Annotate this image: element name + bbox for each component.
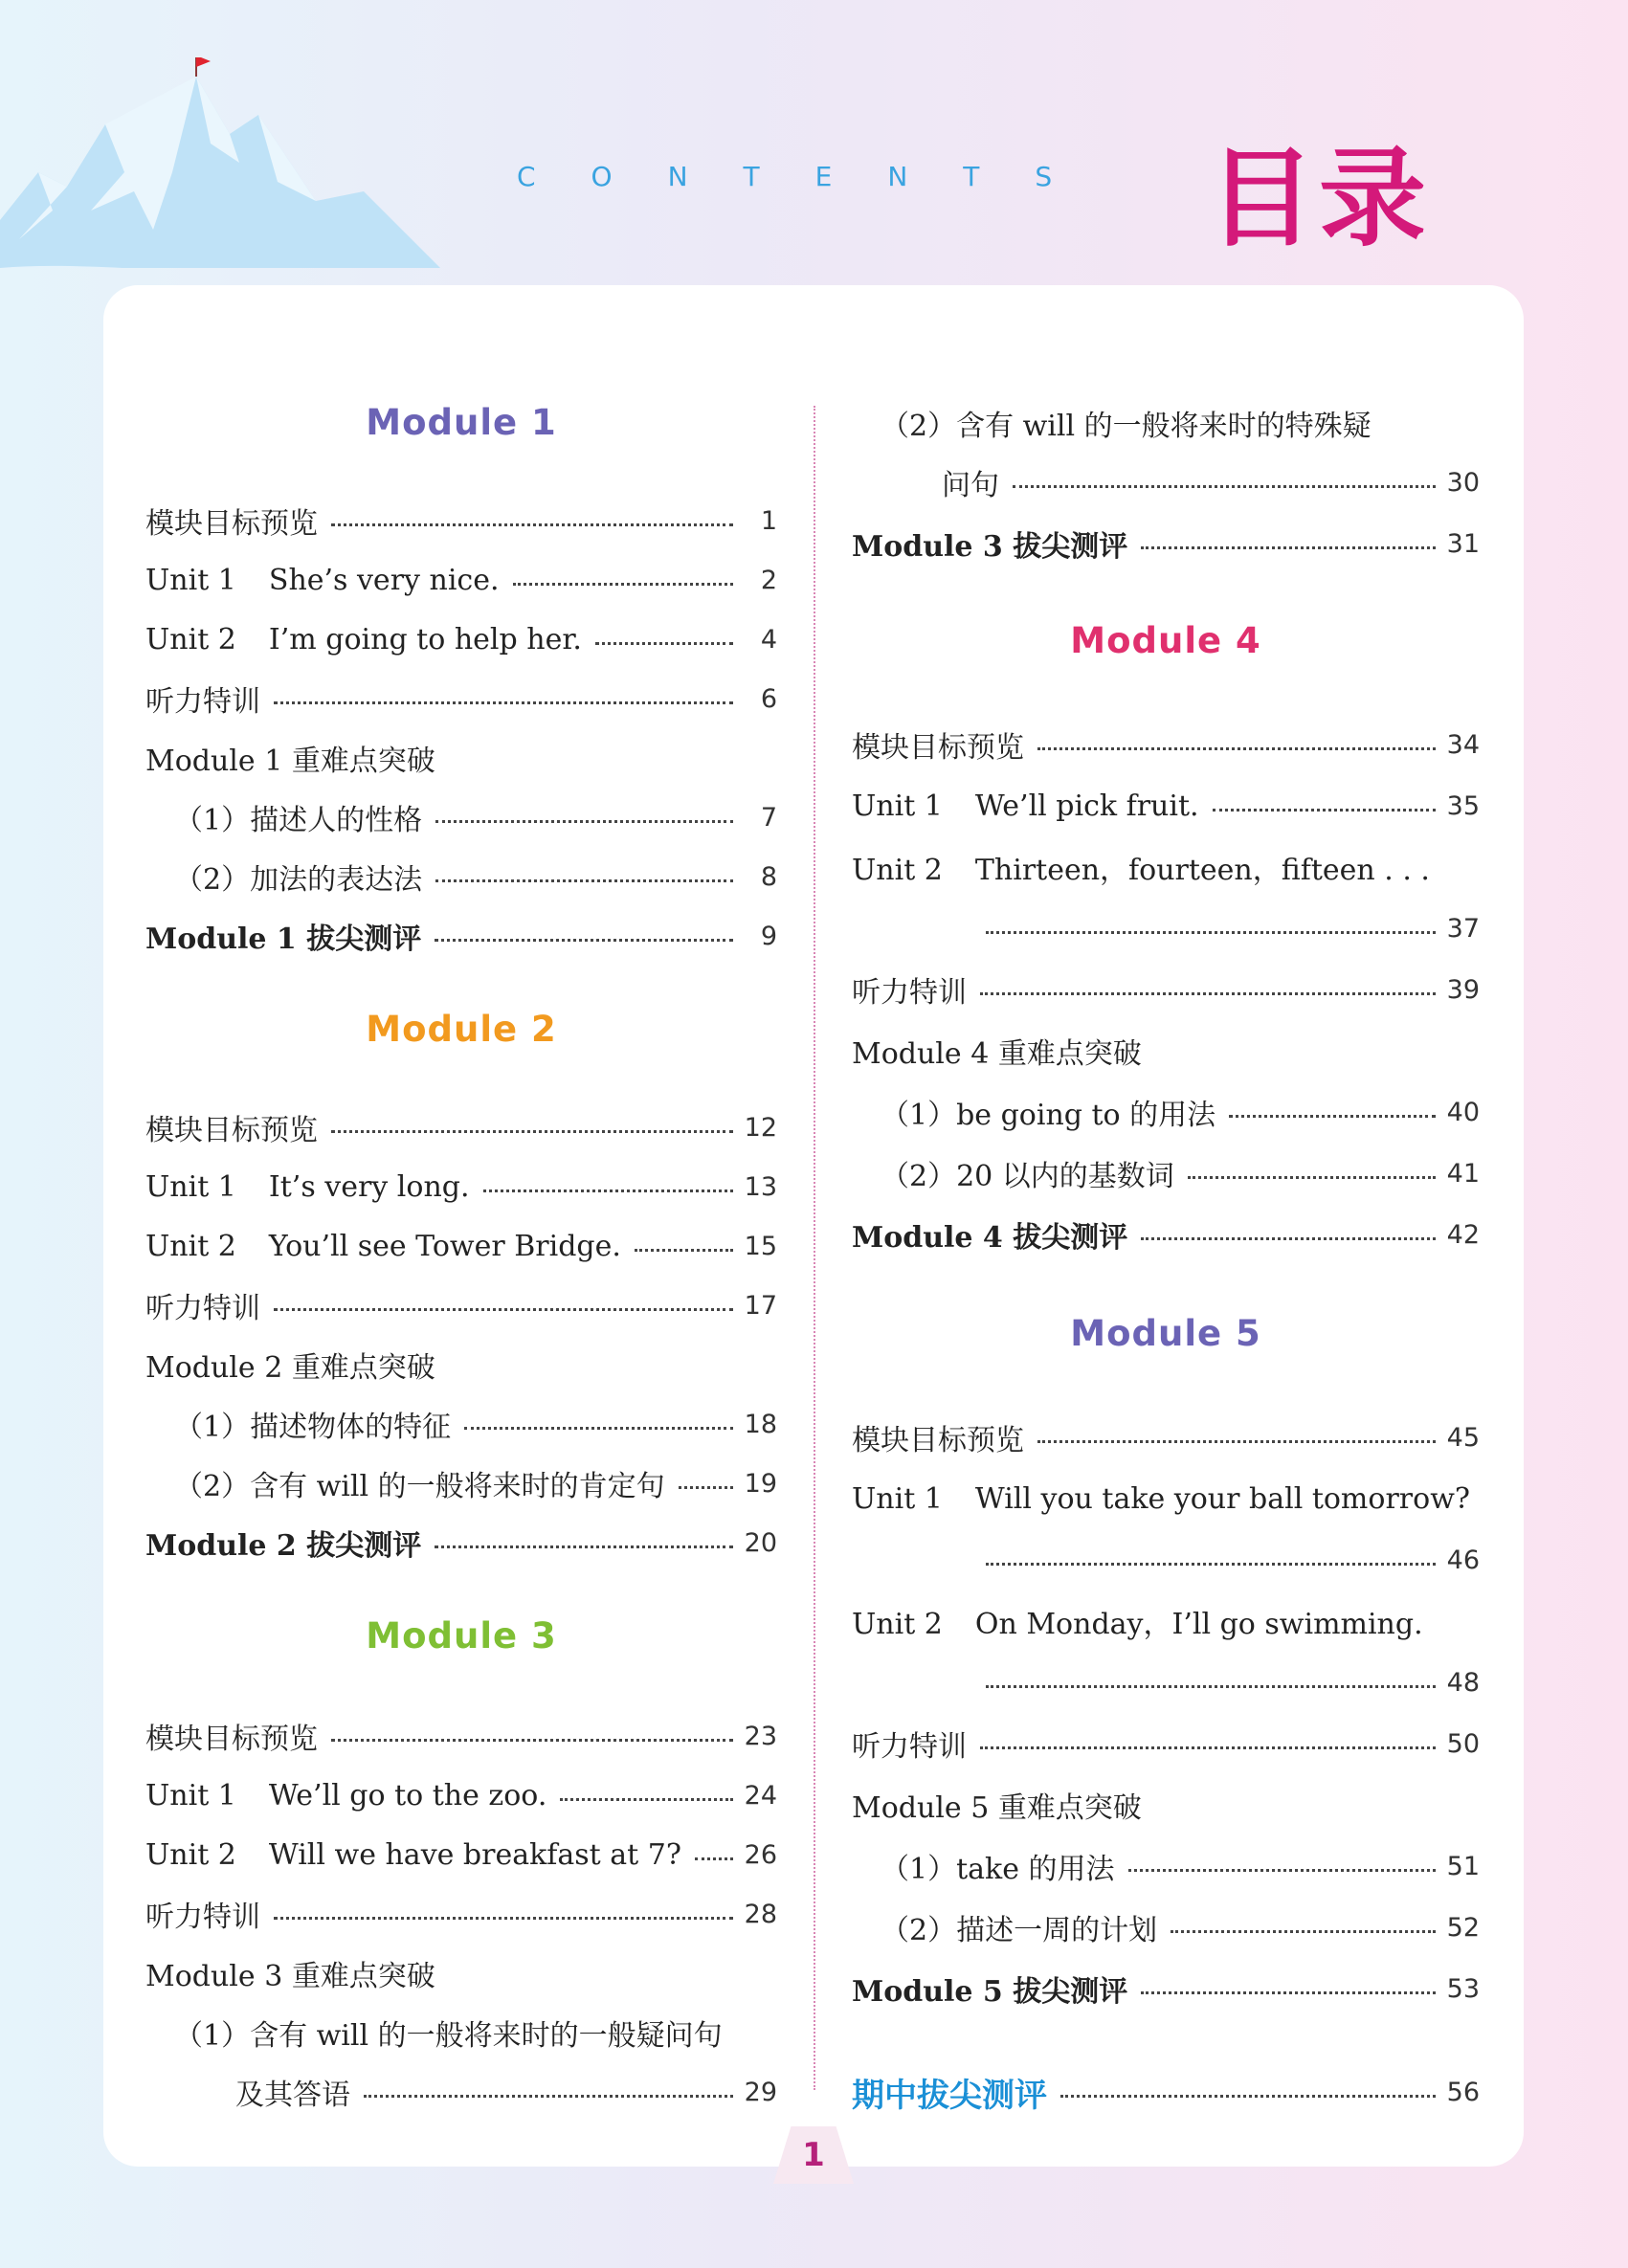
- toc-entry[interactable]: [145, 917, 777, 955]
- module-2-heading[interactable]: Module 2: [366, 1009, 557, 1050]
- toc-page: 6: [760, 683, 777, 714]
- toc-label: 听力特训: [145, 1901, 260, 1934]
- toc-section[interactable]: [852, 1032, 1480, 1070]
- toc-entry[interactable]: [852, 725, 1480, 764]
- toc-entry[interactable]: [881, 1093, 1480, 1131]
- module-1-heading[interactable]: Module 1: [366, 402, 557, 443]
- toc-label: [852, 1600, 1423, 1642]
- toc-page: 9: [760, 921, 777, 951]
- toc-entry[interactable]: [881, 1847, 1480, 1885]
- toc-entry[interactable]: [852, 1724, 1480, 1763]
- toc-label: 听力特训: [852, 1730, 967, 1764]
- dot-leader: [435, 939, 733, 942]
- unit-title: You’ll see Tower Bridge.: [268, 1229, 621, 1263]
- toc-page: 13: [744, 1171, 777, 1202]
- toc-label: [852, 1482, 1470, 1516]
- dot-leader: [274, 701, 733, 704]
- unit-label: Unit 1: [145, 1778, 236, 1812]
- toc-entry[interactable]: [174, 2013, 777, 2052]
- unit-title: We’ll go to the zoo.: [268, 1778, 547, 1812]
- toc-label: Module 2 拔尖测评: [145, 1529, 422, 1563]
- toc-page: 48: [1446, 1667, 1480, 1698]
- toc-label: Module 4 拔尖测评: [852, 1221, 1128, 1255]
- toc-label: [145, 1838, 681, 1872]
- page-title: 目录: [1208, 137, 1430, 261]
- toc-label: 听力特训: [852, 976, 967, 1010]
- unit-title: She’s very nice.: [268, 563, 500, 597]
- toc-entry[interactable]: [986, 1541, 1480, 1579]
- mountain-illustration: [0, 57, 440, 268]
- toc-page: 19: [744, 1468, 777, 1499]
- toc-page: 56: [1446, 2077, 1480, 2107]
- toc-page: 51: [1446, 1851, 1480, 1881]
- dot-leader: [1229, 1115, 1435, 1118]
- toc-page: 39: [1446, 974, 1480, 1005]
- toc-entry[interactable]: [881, 1908, 1480, 1946]
- toc-label: [145, 1170, 470, 1204]
- toc-page: 52: [1446, 1912, 1480, 1943]
- dot-leader: [679, 1486, 733, 1489]
- toc-page: 7: [760, 802, 777, 833]
- toc-page: 50: [1446, 1728, 1480, 1759]
- toc-page: 4: [760, 624, 777, 655]
- unit-label: Unit 2: [145, 1229, 236, 1263]
- unit-label: Unit 1: [852, 1481, 943, 1516]
- toc-entry[interactable]: [145, 1717, 777, 1755]
- dot-leader: [980, 1746, 1436, 1749]
- toc-page: 41: [1446, 1158, 1480, 1189]
- toc-page: 46: [1446, 1545, 1480, 1575]
- toc-label: [145, 1230, 621, 1263]
- toc-label: （2）含有 will 的一般将来时的肯定句: [174, 1470, 665, 1503]
- unit-title: It’s very long.: [268, 1169, 470, 1204]
- toc-entry[interactable]: [145, 1895, 777, 1933]
- unit-title: We’ll pick fruit.: [974, 789, 1199, 823]
- dot-leader: [274, 1917, 733, 1920]
- dot-leader: [464, 1427, 733, 1430]
- unit-title: On Monday，I’ll go swimming.: [974, 1608, 1423, 1641]
- toc-label: 模块目标预览: [145, 1723, 318, 1756]
- toc-entry[interactable]: [145, 501, 777, 540]
- module-4-heading[interactable]: Module 4: [1070, 620, 1261, 661]
- unit-title: I’m going to help her.: [268, 622, 582, 656]
- toc-entry[interactable]: [852, 848, 1480, 886]
- toc-page: 20: [744, 1527, 777, 1558]
- toc-label: 模块目标预览: [145, 507, 318, 541]
- toc-page: 42: [1446, 1219, 1480, 1250]
- column-divider: [814, 406, 815, 2090]
- dot-leader: [1171, 1930, 1436, 1933]
- toc-entry[interactable]: [986, 1663, 1480, 1701]
- toc-entry[interactable]: [174, 1464, 777, 1502]
- toc-entry[interactable]: [852, 970, 1480, 1009]
- toc-label: Module 2 重难点突破: [145, 1351, 435, 1385]
- toc-page: 17: [744, 1290, 777, 1321]
- toc-label: （1）take 的用法: [881, 1853, 1115, 1886]
- dot-leader: [1141, 546, 1435, 549]
- toc-section[interactable]: [145, 1345, 777, 1384]
- toc-label: Module 5 拔尖测评: [852, 1975, 1128, 2009]
- toc-label: 听力特训: [145, 1292, 260, 1325]
- toc-label: [145, 564, 500, 597]
- toc-page: 30: [1446, 467, 1480, 498]
- contents-heading: CONTENTS: [517, 161, 1108, 192]
- toc-entry[interactable]: [145, 1227, 777, 1265]
- toc-entry[interactable]: [145, 1835, 777, 1874]
- dot-leader: [986, 931, 1436, 934]
- toc-entry[interactable]: [145, 1523, 777, 1562]
- toc-page: 37: [1446, 913, 1480, 944]
- dot-leader: [1037, 747, 1436, 750]
- toc-entry[interactable]: [852, 1215, 1480, 1254]
- toc-page: 31: [1446, 528, 1480, 559]
- midterm-label: 期中拔尖测评: [852, 2076, 1047, 2115]
- toc-label: Module 1 拔尖测评: [145, 923, 422, 956]
- toc-entry[interactable]: [145, 1108, 777, 1146]
- toc-page: 34: [1446, 729, 1480, 760]
- toc-label: [145, 623, 582, 656]
- toc-label: 问句: [942, 469, 999, 502]
- toc-page: 29: [744, 2077, 777, 2107]
- module-3-heading[interactable]: Module 3: [366, 1615, 557, 1657]
- toc-section[interactable]: [852, 1786, 1480, 1824]
- dot-leader: [483, 1190, 733, 1192]
- toc-label: [852, 846, 1430, 888]
- toc-entry[interactable]: [852, 1602, 1480, 1640]
- toc-label: [852, 789, 1199, 823]
- toc-page: 24: [744, 1780, 777, 1811]
- dot-leader: [1060, 2095, 1436, 2098]
- toc-label: [145, 1779, 546, 1812]
- toc-entry[interactable]: [852, 787, 1480, 825]
- dot-leader: [1037, 1440, 1436, 1443]
- toc-label: （1）含有 will 的一般将来时的一般疑问句: [174, 2019, 723, 2053]
- toc-page: 40: [1446, 1097, 1480, 1127]
- unit-label: Unit 2: [145, 622, 236, 656]
- dot-leader: [695, 1857, 733, 1860]
- unit-title: Will we have breakfast at 7?: [268, 1837, 681, 1872]
- toc-entry[interactable]: [145, 1286, 777, 1324]
- unit-label: Unit 1: [145, 1169, 236, 1204]
- toc-entry[interactable]: [145, 1776, 777, 1814]
- dot-leader: [986, 1563, 1436, 1566]
- toc-entry[interactable]: [986, 909, 1480, 947]
- toc-label: （1）描述物体的特征: [174, 1411, 452, 1444]
- toc-label: （2）20 以内的基数词: [881, 1160, 1174, 1193]
- dot-leader: [1128, 1869, 1436, 1872]
- toc-page: 28: [744, 1899, 777, 1929]
- toc-section[interactable]: [145, 739, 777, 777]
- toc-page: 23: [744, 1721, 777, 1751]
- toc-label: Module 1 重难点突破: [145, 745, 435, 778]
- toc-entry[interactable]: [852, 1969, 1480, 2008]
- toc-entry[interactable]: [942, 463, 1480, 501]
- unit-label: Unit 1: [852, 789, 943, 823]
- toc-entry[interactable]: [852, 1479, 1480, 1518]
- dot-leader: [513, 583, 733, 586]
- dot-leader: [595, 642, 733, 645]
- toc-page: 8: [760, 861, 777, 892]
- toc-entry[interactable]: [881, 404, 1480, 442]
- toc-page: 53: [1446, 1973, 1480, 2004]
- toc-section[interactable]: [145, 1954, 777, 1992]
- unit-label: Unit 2: [145, 1837, 236, 1872]
- toc-entry[interactable]: [145, 561, 777, 599]
- toc-label: 模块目标预览: [852, 1424, 1024, 1457]
- toc-label: （1）be going to 的用法: [881, 1099, 1216, 1132]
- toc-entry[interactable]: [145, 620, 777, 658]
- dot-leader: [1213, 809, 1436, 812]
- toc-label: Module 3 拔尖测评: [852, 530, 1128, 564]
- toc-page: 18: [744, 1409, 777, 1439]
- toc-entry[interactable]: [881, 1154, 1480, 1192]
- toc-page: 45: [1446, 1422, 1480, 1453]
- toc-label: 及其答语: [235, 2079, 350, 2112]
- dot-leader: [435, 879, 733, 882]
- dot-leader: [435, 1545, 732, 1548]
- toc-label: Module 3 重难点突破: [145, 1960, 435, 1993]
- toc-label: （1）描述人的性格: [174, 804, 423, 837]
- dot-leader: [1188, 1176, 1436, 1179]
- unit-title: Will you take your ball tomorrow?: [974, 1481, 1470, 1516]
- toc-label: 模块目标预览: [852, 731, 1024, 765]
- toc-entry[interactable]: [145, 679, 777, 718]
- module-5-heading[interactable]: Module 5: [1070, 1313, 1261, 1354]
- toc-label: （2）加法的表达法: [174, 863, 423, 897]
- toc-entry[interactable]: [235, 2073, 777, 2111]
- toc-page: 1: [760, 505, 777, 536]
- dot-leader: [435, 820, 733, 823]
- unit-label: Unit 2: [852, 1608, 943, 1641]
- dot-leader: [364, 2095, 733, 2098]
- toc-label: （2）含有 will 的一般将来时的特殊疑: [881, 410, 1372, 443]
- toc-label: Module 4 重难点突破: [852, 1037, 1142, 1071]
- dot-leader: [986, 1685, 1436, 1688]
- dot-leader: [331, 1130, 733, 1133]
- toc-label: 模块目标预览: [145, 1114, 318, 1147]
- toc-page: 15: [744, 1231, 777, 1261]
- toc-page: 26: [744, 1839, 777, 1870]
- toc-entry[interactable]: [174, 857, 777, 896]
- dot-leader: [331, 1739, 733, 1742]
- toc-entry-midterm[interactable]: [852, 2073, 1480, 2115]
- unit-label: Unit 2: [852, 854, 943, 887]
- dot-leader: [980, 992, 1436, 995]
- toc-entry[interactable]: [852, 524, 1480, 563]
- toc-entry[interactable]: [145, 1167, 777, 1206]
- unit-title: Thirteen，fourteen，fifteen . . .: [974, 854, 1430, 887]
- toc-page: 2: [760, 565, 777, 595]
- dot-leader: [274, 1308, 733, 1311]
- toc-label: Module 5 重难点突破: [852, 1791, 1142, 1825]
- toc-entry[interactable]: [174, 1405, 777, 1443]
- toc-page: 12: [744, 1112, 777, 1143]
- dot-leader: [1013, 485, 1436, 488]
- dot-leader: [1141, 1237, 1435, 1240]
- toc-entry[interactable]: [174, 798, 777, 836]
- dot-leader: [635, 1249, 733, 1252]
- unit-label: Unit 1: [145, 563, 236, 597]
- toc-label: （2）描述一周的计划: [881, 1914, 1158, 1947]
- dot-leader: [331, 523, 733, 526]
- dot-leader: [560, 1798, 732, 1801]
- toc-entry[interactable]: [852, 1418, 1480, 1456]
- page-number: 1: [802, 2136, 825, 2174]
- toc-page: 35: [1446, 790, 1480, 821]
- toc-label: 听力特训: [145, 685, 260, 719]
- dot-leader: [1141, 1991, 1435, 1994]
